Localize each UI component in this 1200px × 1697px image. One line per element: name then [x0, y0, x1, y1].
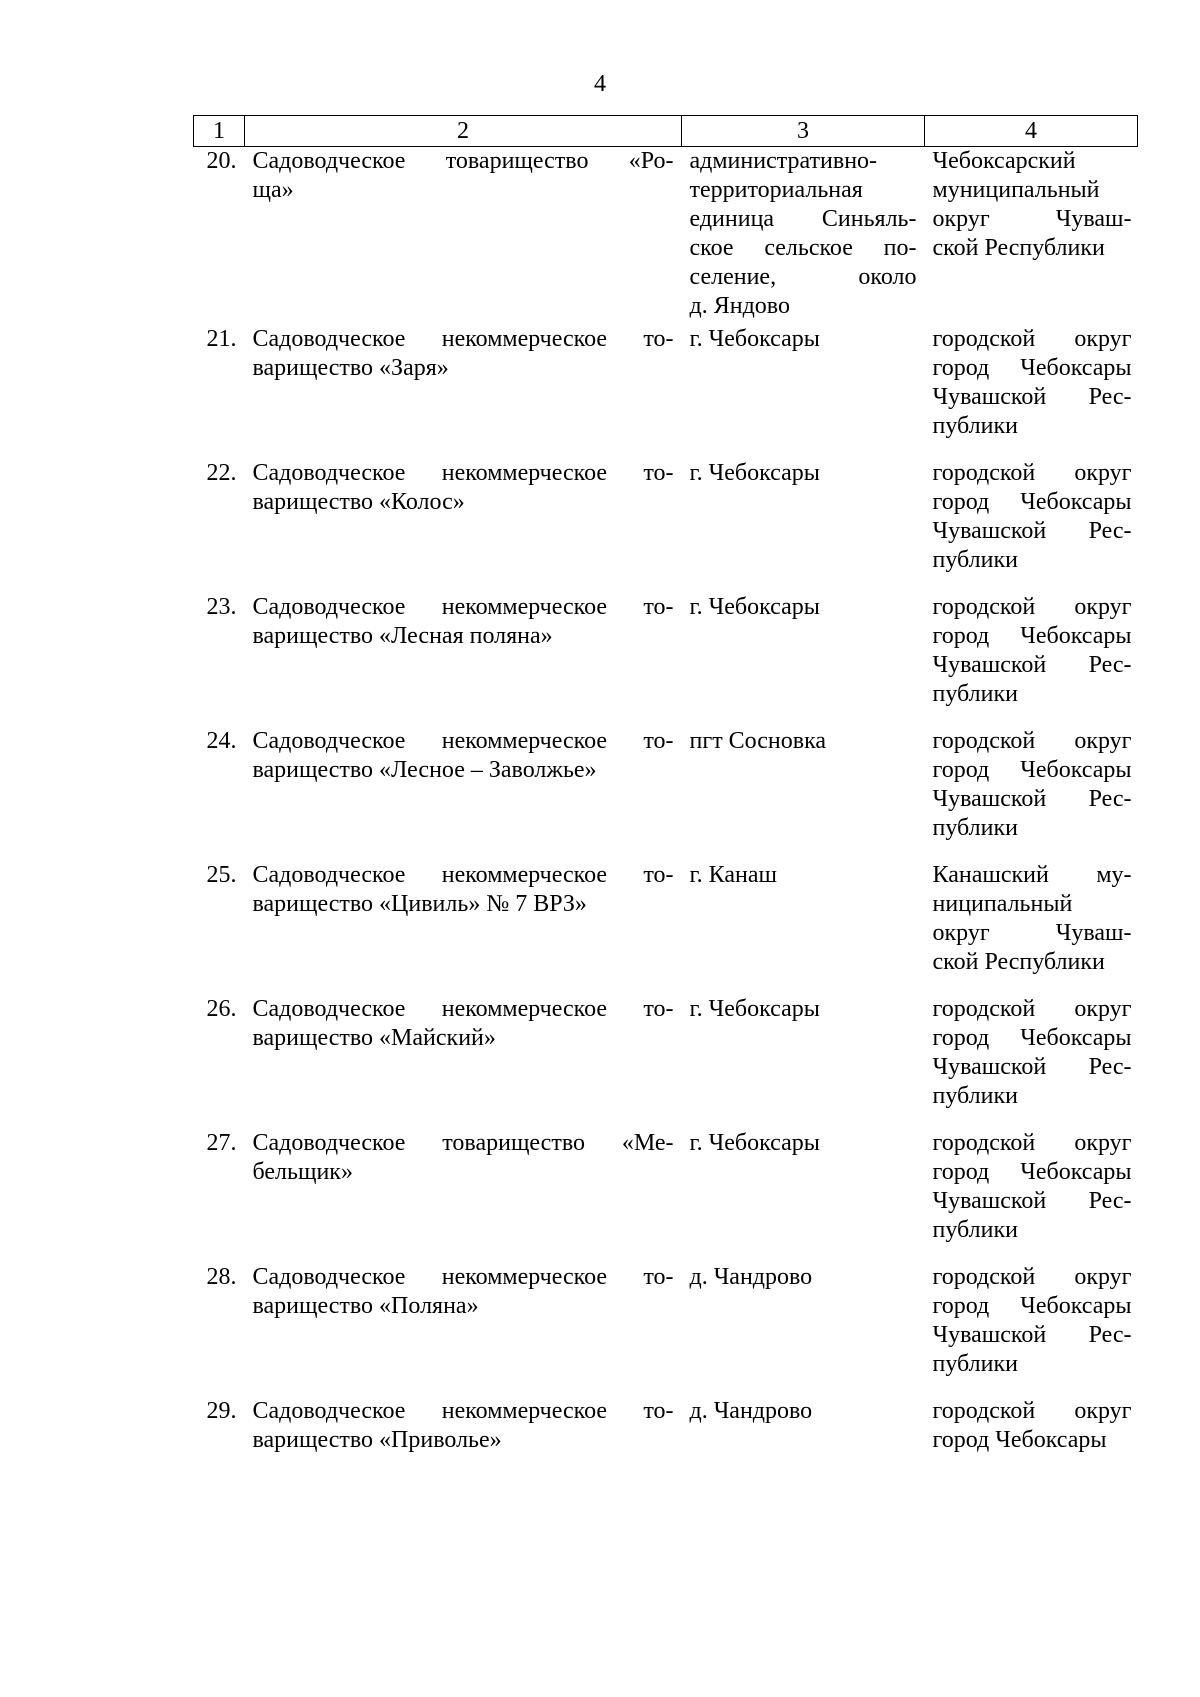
organization-name-line: варищество «Цивиль» № 7 ВРЗ» — [252, 890, 587, 917]
district-line: город Чебоксары — [932, 756, 1132, 783]
district-line: Чувашской Рес- — [932, 1321, 1132, 1348]
organization-name-line: варищество «Лесное – Заволжье» — [252, 756, 597, 783]
organization-name-cell — [245, 325, 682, 459]
row-number: 23. — [206, 593, 237, 620]
district-line: публики — [932, 680, 1018, 707]
table-row — [194, 593, 1138, 727]
district-line: город Чебоксары — [932, 488, 1132, 515]
table-row — [194, 1129, 1138, 1263]
district-line: городской округ — [932, 325, 1132, 352]
district-cell — [925, 593, 1138, 727]
district-line: город Чебоксары — [932, 1024, 1132, 1051]
organization-name-line: Садоводческое некоммерческое то- — [252, 1263, 674, 1290]
organization-name-line: Садоводческое товарищество «Ме- — [252, 1129, 674, 1156]
district-line: городской округ — [932, 995, 1132, 1022]
table-row — [194, 995, 1138, 1129]
district-line: город Чебоксары — [932, 622, 1132, 649]
district-line: городской округ — [932, 459, 1132, 486]
organization-name-line: Садоводческое некоммерческое то- — [252, 593, 674, 620]
table-row — [194, 459, 1138, 593]
organization-name-cell — [245, 1263, 682, 1397]
table-row — [194, 1263, 1138, 1397]
organization-name-line: Садоводческое некоммерческое то- — [252, 459, 674, 486]
organization-name-line: варищество «Колос» — [252, 488, 465, 515]
organization-name-cell — [245, 1397, 682, 1477]
district-cell — [925, 995, 1138, 1129]
row-number: 28. — [206, 1263, 237, 1290]
organization-name-cell — [245, 861, 682, 995]
organization-name-line: Садоводческое товарищество «Ро- — [252, 148, 674, 174]
location-line: г. Канаш — [689, 861, 777, 888]
district-cell — [925, 727, 1138, 861]
table-row — [194, 861, 1138, 995]
location-line: административно- — [689, 148, 878, 174]
location-cell — [682, 147, 925, 325]
table-row — [194, 147, 1138, 325]
location-line: селение, около — [689, 264, 917, 290]
district-line: публики — [932, 1216, 1018, 1243]
district-line: Чувашской Рес- — [932, 651, 1132, 678]
organization-name-line: ща» — [252, 177, 294, 203]
district-line: ской Республики — [932, 948, 1105, 975]
table-row — [194, 727, 1138, 861]
organization-name-line: Садоводческое некоммерческое то- — [252, 727, 674, 754]
district-line: город Чебоксары — [932, 1292, 1132, 1319]
organization-name-line: Садоводческое некоммерческое то- — [252, 1397, 674, 1424]
location-cell — [682, 995, 925, 1129]
location-cell — [682, 1397, 925, 1477]
location-cell — [682, 459, 925, 593]
organization-name-line: варищество «Заря» — [252, 354, 449, 381]
district-line: городской округ — [932, 1129, 1132, 1156]
district-cell — [925, 861, 1138, 995]
location-line: единица Синьяль- — [689, 206, 917, 232]
district-line: публики — [932, 546, 1018, 573]
row-number: 24. — [206, 727, 237, 754]
organization-name-line: Садоводческое некоммерческое то- — [252, 995, 674, 1022]
organization-name-cell — [245, 459, 682, 593]
district-line: публики — [932, 412, 1018, 439]
organization-name-cell — [245, 1129, 682, 1263]
page-number: 4 — [594, 71, 606, 97]
organization-name-line: Садоводческое некоммерческое то- — [252, 861, 674, 888]
row-number: 26. — [206, 995, 237, 1022]
location-cell — [682, 1129, 925, 1263]
location-line: г. Чебоксары — [689, 593, 820, 620]
location-line: г. Чебоксары — [689, 995, 820, 1022]
location-line: г. Чебоксары — [689, 325, 820, 352]
row-number: 22. — [206, 459, 237, 486]
district-line: город Чебоксары — [932, 354, 1132, 381]
location-cell — [682, 593, 925, 727]
location-line: д. Чандрово — [689, 1263, 813, 1290]
district-line: Чувашской Рес- — [932, 785, 1132, 812]
district-line: округ Чуваш- — [932, 206, 1132, 232]
location-line: г. Чебоксары — [689, 1129, 820, 1156]
district-cell — [925, 147, 1138, 325]
location-line: территориальная — [689, 177, 863, 203]
location-line: пгт Сосновка — [689, 727, 827, 754]
location-line: ское сельское по- — [689, 235, 917, 261]
organization-name-line: варищество «Лесная поляна» — [252, 622, 553, 649]
column-header-2: 2 — [245, 116, 682, 147]
organization-name-cell — [245, 147, 682, 325]
location-cell — [682, 1263, 925, 1397]
column-header-1: 1 — [194, 116, 245, 147]
district-cell — [925, 325, 1138, 459]
location-cell — [682, 325, 925, 459]
district-line: муниципальный — [932, 177, 1100, 203]
organization-name-cell — [245, 593, 682, 727]
location-cell — [682, 861, 925, 995]
district-line: публики — [932, 1082, 1018, 1109]
district-line: город Чебоксары — [932, 1158, 1132, 1185]
row-number: 21. — [206, 325, 237, 352]
district-line: ниципальный — [932, 890, 1073, 917]
location-cell — [682, 727, 925, 861]
district-line: Чувашской Рес- — [932, 517, 1132, 544]
district-line: публики — [932, 1350, 1018, 1377]
organization-name-cell — [245, 995, 682, 1129]
district-line: городской округ — [932, 593, 1132, 620]
district-line: Канашский му- — [932, 861, 1132, 888]
row-number: 27. — [206, 1129, 237, 1156]
district-line: городской округ — [932, 727, 1132, 754]
location-line: г. Чебоксары — [689, 459, 820, 486]
district-line: публики — [932, 814, 1018, 841]
district-line: Чебоксарский — [932, 148, 1076, 174]
organization-name-line: варищество «Майский» — [252, 1024, 496, 1051]
district-line: округ Чуваш- — [932, 919, 1132, 946]
column-header-3: 3 — [682, 116, 925, 147]
row-number: 29. — [206, 1397, 237, 1424]
column-header-4: 4 — [925, 116, 1138, 147]
district-cell — [925, 1397, 1138, 1477]
table-row — [194, 325, 1138, 459]
district-line: Чувашской Рес- — [932, 383, 1132, 410]
location-line: д. Яндово — [689, 293, 790, 319]
organization-name-line: бельщик» — [252, 1158, 353, 1185]
organization-name-cell — [245, 727, 682, 861]
district-line: городской округ — [932, 1263, 1132, 1290]
row-number: 25. — [206, 861, 237, 888]
district-line: Чувашской Рес- — [932, 1187, 1132, 1214]
table-body — [194, 147, 1138, 1477]
table-header-row — [194, 116, 1138, 147]
organization-name-line: варищество «Приволье» — [252, 1426, 502, 1453]
district-cell — [925, 1263, 1138, 1397]
district-line: город Чебоксары — [932, 1426, 1107, 1453]
district-cell — [925, 1129, 1138, 1263]
row-number: 20. — [206, 148, 237, 174]
organizations-table — [193, 115, 1138, 1477]
district-cell — [925, 459, 1138, 593]
district-line: ской Республики — [932, 235, 1105, 261]
organization-name-line: варищество «Поляна» — [252, 1292, 479, 1319]
location-line: д. Чандрово — [689, 1397, 813, 1424]
table-row — [194, 1397, 1138, 1477]
district-line: Чувашской Рес- — [932, 1053, 1132, 1080]
district-line: городской округ — [932, 1397, 1132, 1424]
organization-name-line: Садоводческое некоммерческое то- — [252, 325, 674, 352]
